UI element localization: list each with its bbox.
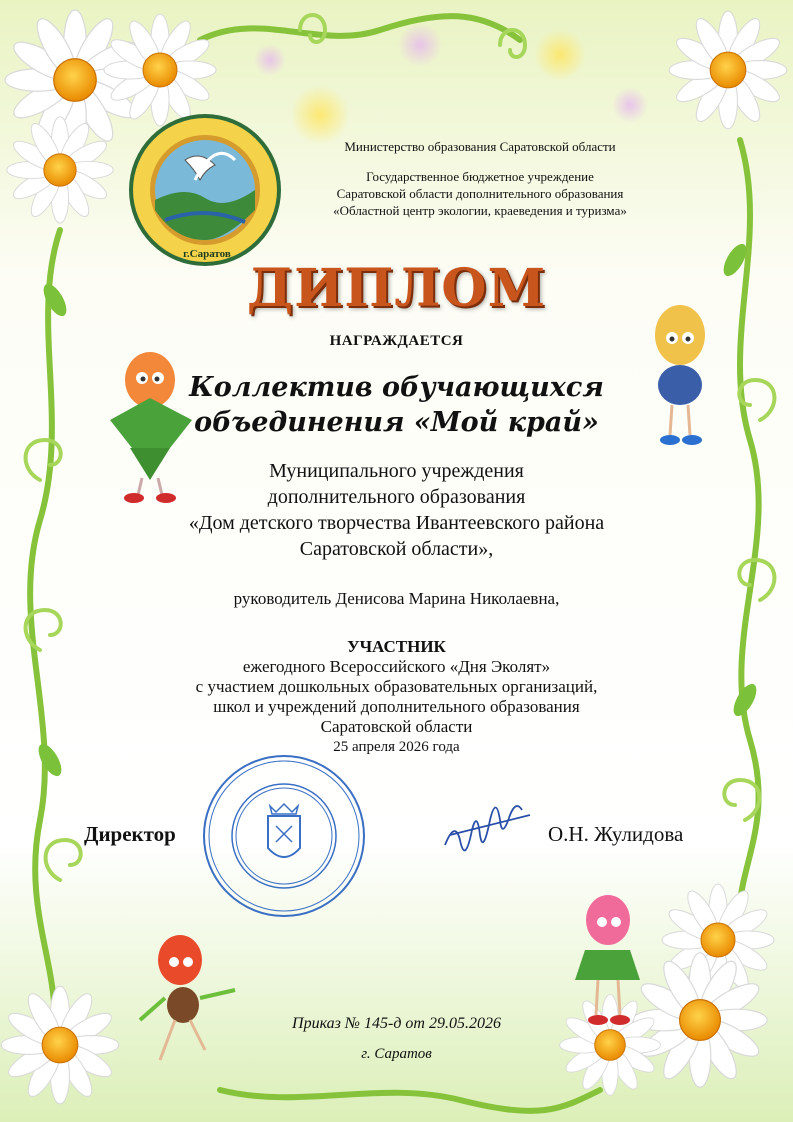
diploma-title: ДИПЛОМ [246, 258, 547, 319]
organization-line: дополнительного образования [267, 486, 526, 508]
participation-line: Саратовской области [320, 717, 473, 736]
center-logo-emblem [129, 114, 281, 266]
recipient [0, 370, 793, 440]
logo-city: г.Саратов [183, 248, 231, 260]
participation-line: школ и учреждений дополнительного образования [213, 697, 580, 716]
order-number: Приказ № 145-д от 29.05.2026 [292, 1015, 501, 1032]
recipient-line: объединения «Мой край» [194, 407, 599, 438]
institution-name [270, 168, 690, 219]
institution-line: Саратовской области дополнительного образования [336, 186, 624, 201]
director-label: Директор [84, 822, 176, 846]
recipient-line: Коллектив обучающихся [189, 372, 604, 403]
event-date: 25 апреля 2026 года [333, 739, 460, 755]
participation-line: с участием дошкольных образовательных организаций, [195, 677, 598, 696]
organization-line: Муниципального учреждения [269, 460, 524, 482]
participation-status: УЧАСТНИК [347, 637, 446, 656]
leader-name: руководитель Денисова Марина Николаевна, [233, 589, 560, 608]
director-name: О.Н. Жулидова [548, 822, 684, 846]
organization-line: «Дом детского творчества Ивантеевского района [188, 512, 605, 534]
city: г. Саратов [361, 1046, 432, 1062]
awarded-label: НАГРАЖДАЕТСЯ [329, 333, 464, 349]
organization-line: Саратовской области», [299, 538, 494, 560]
organization [0, 458, 793, 562]
participation-line: ежегодного Всероссийского «Дня Эколят» [242, 657, 551, 676]
ministry-name: Министерство образования Саратовской области [344, 139, 616, 154]
institution-line: «Областной центр экологии, краеведения и туризма» [333, 203, 627, 218]
institution-line: Государственное бюджетное учреждение [366, 169, 594, 184]
participation [0, 637, 793, 757]
